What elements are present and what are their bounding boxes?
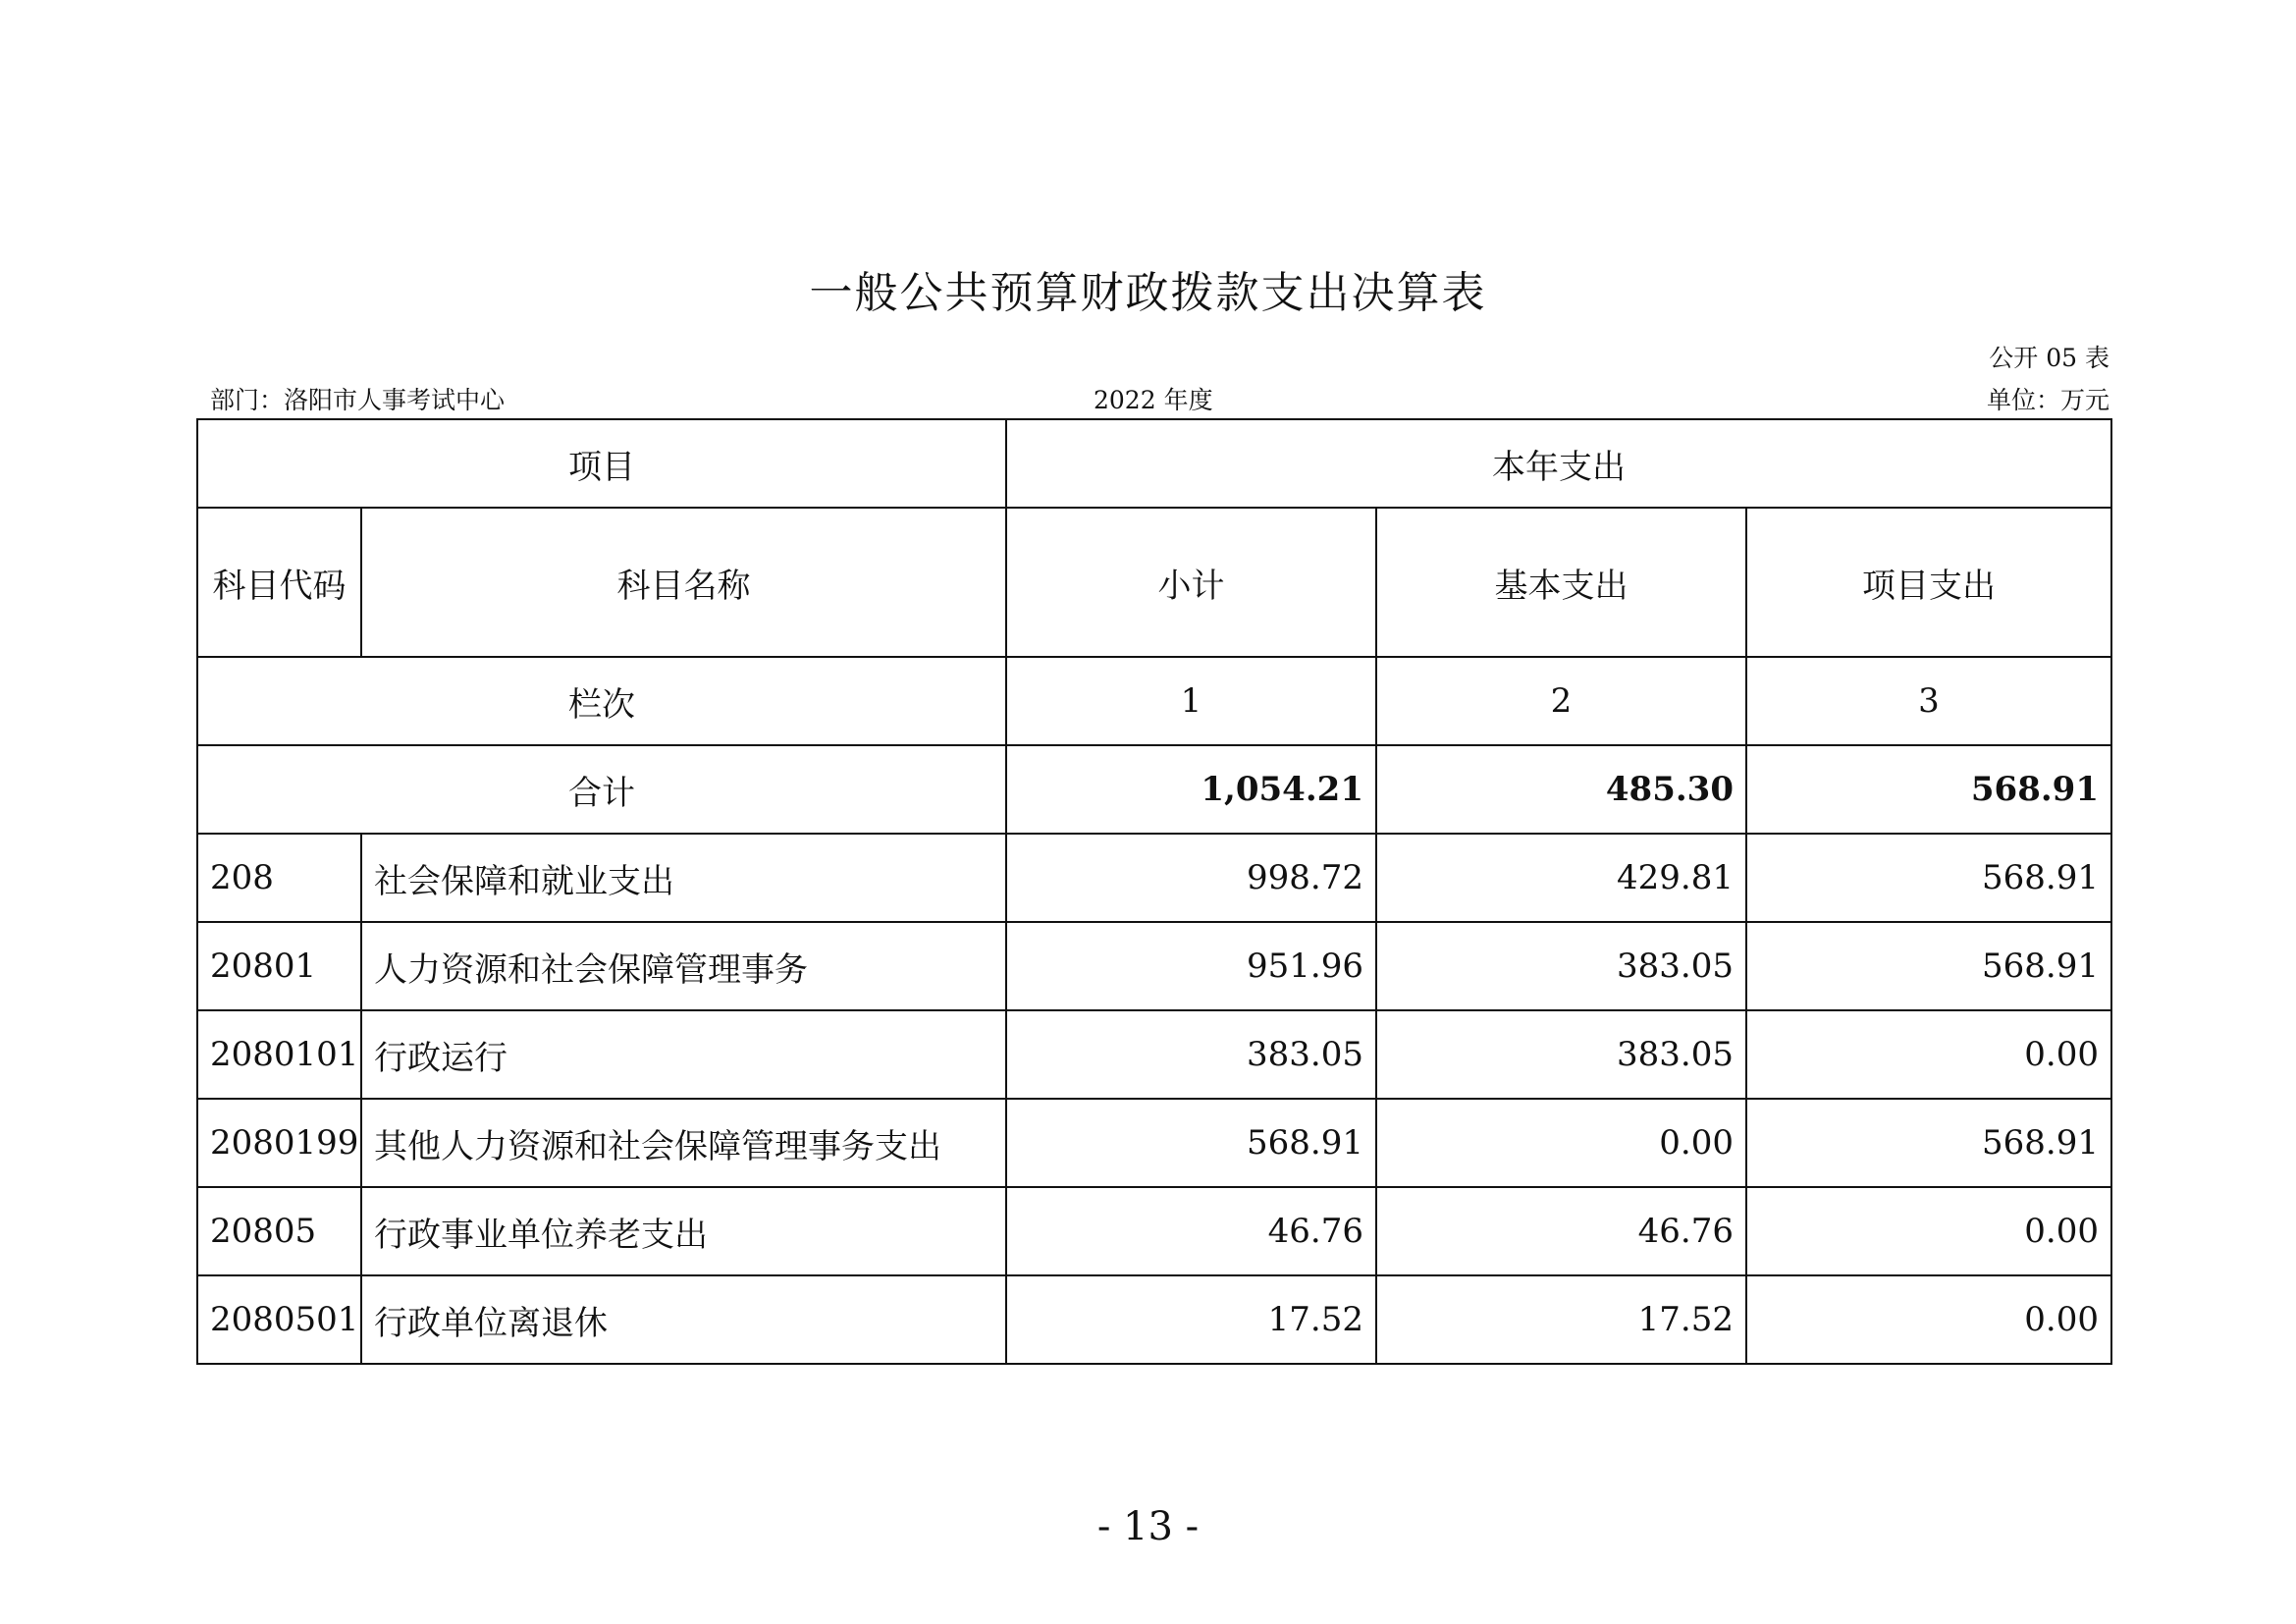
header-basic: 基本支出 xyxy=(1376,508,1746,657)
page-number: - 13 - xyxy=(1096,1504,1200,1549)
column-index-label: 栏次 xyxy=(197,657,1006,745)
header-subtotal: 小计 xyxy=(1006,508,1376,657)
row-code: 20805 xyxy=(197,1187,361,1275)
row-code: 2080101 xyxy=(197,1010,361,1099)
header-row-1 xyxy=(197,419,2111,508)
column-index-2: 2 xyxy=(1376,657,1746,745)
row-basic: 17.52 xyxy=(1376,1275,1746,1364)
row-name: 人力资源和社会保障管理事务 xyxy=(361,922,1006,1010)
row-project: 568.91 xyxy=(1746,834,2111,922)
page-title: 一般公共预算财政拨款支出决算表 xyxy=(809,268,1487,318)
table-row xyxy=(197,834,2111,922)
unit-label: 单位：万元 xyxy=(1986,386,2109,414)
row-project: 568.91 xyxy=(1746,922,2111,1010)
row-name: 行政事业单位养老支出 xyxy=(361,1187,1006,1275)
total-row xyxy=(197,745,2111,834)
row-project: 568.91 xyxy=(1746,1099,2111,1187)
total-label: 合计 xyxy=(197,745,1006,834)
total-subtotal: 1,054.21 xyxy=(1006,745,1376,834)
table-row xyxy=(197,1275,2111,1364)
header-project: 项目支出 xyxy=(1746,508,2111,657)
row-basic: 383.05 xyxy=(1376,922,1746,1010)
row-basic: 429.81 xyxy=(1376,834,1746,922)
header-code: 科目代码 xyxy=(197,508,361,657)
table-code: 公开 05 表 xyxy=(1989,344,2109,372)
row-basic: 383.05 xyxy=(1376,1010,1746,1099)
row-subtotal: 998.72 xyxy=(1006,834,1376,922)
header-current-year-expense: 本年支出 xyxy=(1006,419,2111,508)
row-name: 行政单位离退休 xyxy=(361,1275,1006,1364)
row-code: 20801 xyxy=(197,922,361,1010)
table-row xyxy=(197,922,2111,1010)
department-label: 部门：洛阳市人事考试中心 xyxy=(210,386,506,414)
row-project: 0.00 xyxy=(1746,1187,2111,1275)
row-subtotal: 383.05 xyxy=(1006,1010,1376,1099)
row-subtotal: 46.76 xyxy=(1006,1187,1376,1275)
row-name: 其他人力资源和社会保障管理事务支出 xyxy=(361,1099,1006,1187)
row-subtotal: 568.91 xyxy=(1006,1099,1376,1187)
row-name: 社会保障和就业支出 xyxy=(361,834,1006,922)
table-row xyxy=(197,1010,2111,1099)
row-code: 208 xyxy=(197,834,361,922)
column-index-3: 3 xyxy=(1746,657,2111,745)
table-row xyxy=(197,1187,2111,1275)
expense-table xyxy=(196,418,2112,1365)
column-index-1: 1 xyxy=(1006,657,1376,745)
row-basic: 46.76 xyxy=(1376,1187,1746,1275)
total-project: 568.91 xyxy=(1746,745,2111,834)
row-project: 0.00 xyxy=(1746,1010,2111,1099)
row-code: 2080501 xyxy=(197,1275,361,1364)
header-item: 项目 xyxy=(197,419,1006,508)
year-label: 2022 年度 xyxy=(1094,386,1213,414)
header-row-2 xyxy=(197,508,2111,657)
row-subtotal: 951.96 xyxy=(1006,922,1376,1010)
row-name: 行政运行 xyxy=(361,1010,1006,1099)
table-row xyxy=(197,1099,2111,1187)
row-basic: 0.00 xyxy=(1376,1099,1746,1187)
row-project: 0.00 xyxy=(1746,1275,2111,1364)
row-code: 2080199 xyxy=(197,1099,361,1187)
total-basic: 485.30 xyxy=(1376,745,1746,834)
column-index-row xyxy=(197,657,2111,745)
header-name: 科目名称 xyxy=(361,508,1006,657)
row-subtotal: 17.52 xyxy=(1006,1275,1376,1364)
